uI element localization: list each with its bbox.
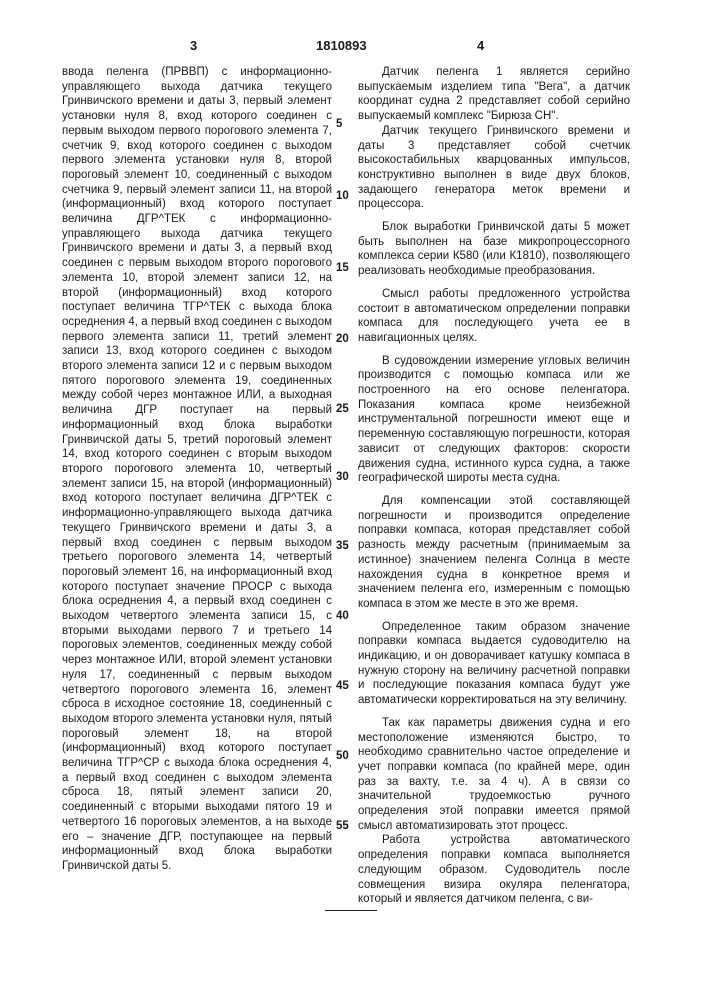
paragraph: Датчик текущего Гринвичского времени и даты 3 представляет собой счетчик высокостабильных кварцованных импульсов, конструктивно выполнен в виде двух блоков, задающего генератора меток времени и процессора. — [358, 124, 630, 212]
line-number: 5 — [336, 118, 342, 130]
line-number: 10 — [336, 190, 349, 202]
line-number: 30 — [336, 471, 349, 483]
paragraph: Определенное таким образом значение поправки компаса выдается судоводителю на индикацию, и он доворачивает катушку компаса в нужную сторону на величину расчетной поправки и последующие показания компаса будут уже автоматически корректироваться на эту величину. — [358, 620, 630, 708]
paragraph: Смысл работы предложенного устройства состоит в автоматическом определении поправки компаса для последующего учета ее в навигационных целях. — [358, 287, 630, 346]
page-number-right: 4 — [477, 38, 484, 53]
line-number: 15 — [336, 262, 349, 274]
line-number: 45 — [336, 680, 349, 692]
paragraph: Блок выработки Гринвичской даты 5 может быть выполнен на базе микропроцессорного комплекса серии К580 (или К1810), позволяющего реализовать необходимые преобразования. — [358, 220, 630, 279]
page-number-left: 3 — [190, 38, 197, 53]
text-end-rule — [325, 910, 377, 911]
line-number: 20 — [336, 333, 349, 345]
paragraph: В судовождении измерение угловых величин производится с помощью компаса или же построенного на его основе пеленгатора. Показания компаса кроме неизбежной инструментальной погрешности имеют еще и переменную составляющую погрешности, которая зависит от следующих факторов: скорости движения судна, истинного курса судна, а также географической широты места судна. — [358, 354, 630, 486]
paragraph: Для компенсации этой составляющей погрешности и производится определение поправки компаса, которая представляет собой разность между расчетным (принимаемым за истинное) значением пеленга Солнца в месте нахождения судна в конкретное время и значением пеленга его, измеренным с помощью компаса в этом же месте в это же время. — [358, 494, 630, 612]
patent-page — [0, 0, 707, 1000]
left-paragraph: ввода пеленга (ПРВВП) с информационно-управляющего выхода датчика текущего Гринвичского времени и даты 3, первый элемент установки нуля 8, вход которого соединен с первым выходом первого порогового элемента 7, счетчик 9, вход которого соединен с выходом первого элемента установки нуля 8, второй пороговый элемент 10, соединенный с выходом счетчика 9, первый элемент записи 11, на второй (информационный) вход которого поступает величина ДГР^ТЕК с информационно-управляющего выхода датчика текущего Гринвичского времени и даты 3, а первый вход соединен с первым выходом второго порогового элемента 10, второй элемент записи 12, на второй (информационный) вход которого поступает величина ТГР^ТЕК с выхода блока осреднения 4, а первый вход соединен с выходом первого элемента записи 11, третий элемент записи 13, вход которого соединен с выходом второго элемента записи 12 и с первым выходом пятого порогового элемента 19, соединенных между собой через монтажное ИЛИ, а выходная величина ДГР поступает на первый информационный вход блока выработки Гринвичской даты 5, третий пороговый элемент 14, вход которого соединен с вторым выходом второго порогового элемента 10, четвертый элемент записи 15, на второй (информационный) вход которого поступает величина ДГР^ТЕК с информационно-управляющего выхода датчика текущего Гринвичского времени и даты 3, а первый вход соединен с первым выходом третьего порогового элемента 14, четвертый пороговый элемент 16, на информационный вход которого поступает значение ПРОСР с выхода блока осреднения 4, а первый вход соединен с выходом четвертого элемента записи 15, с вторыми выходами первого 7 и третьего 14 пороговых элементов, соединенных между собой через монтажное ИЛИ, второй элемент установки нуля 17, соединенный с первым выходом четвертого порогового элемента 16, элемент сброса в исходное состояние 18, соединенный с выходом второго элемента установки нуля, пятый пороговый элемент 18, на второй (информационный) вход которого поступает величина ТГР^СР с выхода блока осреднения 4, а первый вход соединен с выходом элемента сброса 18, пятый элемент записи 20, соединенный с вторыми выходами пятого 19 и четвертого 16 пороговых элементов, а на выходе его – значение ДГР, поступающее на первый информационный вход блока выработки Гринвичской даты 5. — [62, 65, 332, 874]
paragraph: Датчик пеленга 1 является серийно выпускаемым изделием типа "Вега", а датчик координат судна 2 представляет собой серийно выпускаемый комплекс "Бирюза СН". — [358, 65, 630, 124]
paragraph: Работа устройства автоматического определения поправки компаса выполняется следующим образом. Судоводитель после совмещения визира окуляра пеленгатора, который и является датчиком пеленга, с ви- — [358, 833, 630, 907]
left-column — [62, 65, 332, 874]
line-number: 55 — [336, 820, 349, 832]
line-number: 25 — [336, 403, 349, 415]
line-number: 35 — [336, 540, 349, 552]
line-number: 40 — [336, 610, 349, 622]
line-number: 50 — [336, 750, 349, 762]
paragraph: Так как параметры движения судна и его местоположение изменяются быстро, то необходимо сравнительно частое определение и учет поправки компаса (по крайней мере, один раз за вахту, т.е. за 4 ч). А в связи со значительной трудоемкостью ручного определения этой поправки имеется прямой смысл автоматизировать этот процесс. — [358, 716, 630, 834]
right-column — [358, 65, 630, 907]
patent-number: 1810893 — [316, 38, 367, 53]
